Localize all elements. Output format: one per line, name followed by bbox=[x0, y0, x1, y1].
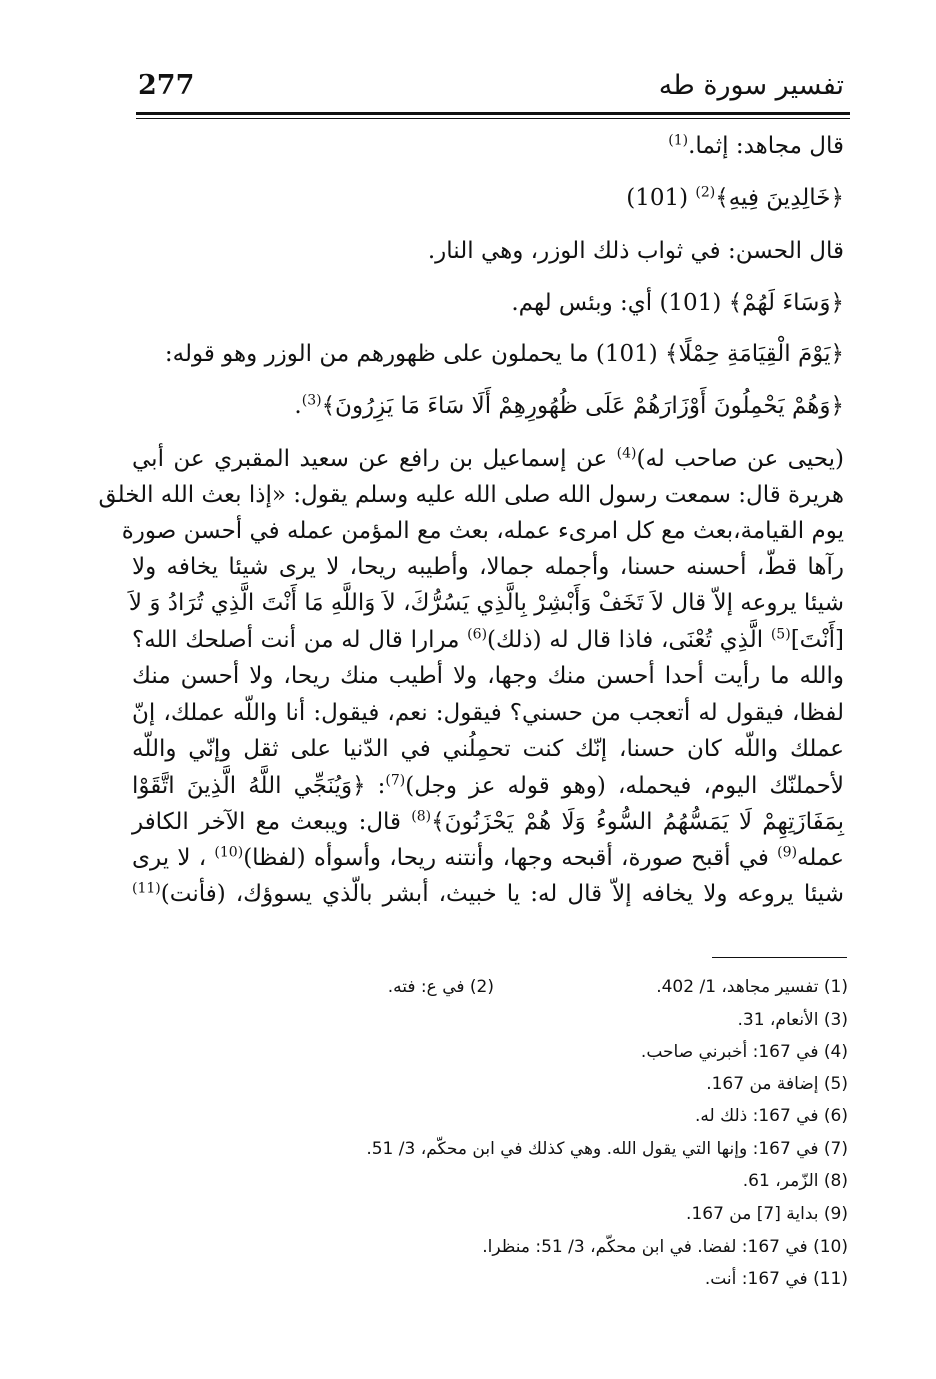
footnote-ref-8: (8) bbox=[411, 808, 432, 825]
text-line-17: بِمَفَازَتِهِمْ لَا يَمَسُّهُمُ السُّوءُ وَلَا هُمْ يَحْزَنُونَ﴾$^{(8)}$ قال: ويبعث مع الآخر الكافر bbox=[132, 808, 844, 835]
footnote-4: (4) في 167: أخبرني صاحب. bbox=[640, 1042, 848, 1062]
footnote-ref-9: (9) bbox=[777, 844, 798, 861]
quran-verse: : ﴿وَيُنَجِّي اللَّهُ الَّذِينَ اتَّقَوْا bbox=[132, 773, 386, 799]
footnote-8: (8) الزّمر، 61. bbox=[742, 1171, 848, 1191]
footnote-11: (11) في 167: أنت. bbox=[704, 1269, 848, 1289]
text-line-16: لأحملنّك اليوم، فيحمله، (وهو قوله عز وجل)$^{(7)}$: ﴿وَيُنَجِّي اللَّهُ الَّذِينَ اتَّقَوْا bbox=[132, 772, 844, 799]
footnote-ref-5: (5) bbox=[770, 626, 791, 643]
header-rule-thick bbox=[136, 112, 850, 115]
text-line-14: لفظا، فيقول له أتعجب من حسني؟ فيقول: نعم، فيقول: أنا واللّه عملك، إنّ bbox=[132, 700, 844, 726]
text-line-5: ﴿يَوْمَ الْقِيَامَةِ حِمْلًا﴾ (101) ما يحملون على ظهورهم من الوزر وهو قوله: bbox=[164, 341, 844, 367]
page-number: 277 bbox=[138, 70, 195, 101]
footnote-separator bbox=[712, 957, 847, 958]
footnote-10: (10) في 167: لفضا. في ابن محكّم، 3/ 51: منظرا. bbox=[482, 1237, 848, 1257]
footnote-9: (9) بداية [7] من 167. bbox=[686, 1204, 848, 1224]
text-line-1: قال مجاهد: إثما.$^{(1)}$ bbox=[668, 132, 844, 159]
quran-verse: بِمَفَازَتِهِمْ لَا يَمَسُّهُمُ السُّوءُ وَلَا هُمْ يَحْزَنُونَ﴾ bbox=[431, 809, 844, 835]
text-line-7: (يحيى عن صاحب له)$^{(4)}$ عن إسماعيل بن رافع عن سعيد المقبري عن أبي bbox=[132, 445, 844, 472]
text-line-8: هريرة قال: سمعت رسول الله صلى الله عليه وسلم يقول: «إذا بعث الله الخلق bbox=[98, 482, 844, 508]
footnote-3: (3) الأنعام، 31. bbox=[737, 1010, 848, 1030]
text-line-9: يوم القيامة،بعث مع كل امرىء عمله، بعث مع المؤمن عمله في أحسن صورة bbox=[121, 518, 844, 544]
footnote-ref-7: (7) bbox=[385, 772, 406, 789]
footnote-ref-11: (11) bbox=[132, 880, 161, 897]
text-line-10: رآها قطّ، أحسنه حسنا، وأجمله جمالا، وأطيبه ريحا، لا يرى شيئا يخافه ولا bbox=[132, 554, 844, 580]
footnote-ref-2: (2) bbox=[695, 184, 716, 201]
text-line-6: ﴿وَهُمْ يَحْمِلُونَ أَوْزَارَهُمْ عَلَى ظُهُورِهِمْ أَلَا سَاءَ مَا يَزِرُونَ﴾$^{(3)}$. bbox=[294, 392, 844, 419]
text-line-13: والله ما رأيت أحدا أحسن منك وجها، ولا أطيب منك ريحا، ولا أحسن منك bbox=[132, 663, 844, 689]
footnote-ref-1: (1) bbox=[668, 132, 689, 149]
footnote-ref-6: (6) bbox=[467, 626, 488, 643]
running-header-title: تفسير سورة طه bbox=[658, 70, 844, 101]
text-line-4: ﴿وَسَاءَ لَهُمْ﴾ (101) أي: وبئس لهم. bbox=[511, 290, 844, 316]
footnote-ref-10: (10) bbox=[214, 844, 244, 861]
footnote-6: (6) في 167: ذلك له. bbox=[695, 1106, 848, 1126]
footnote-ref-3: (3) bbox=[301, 392, 322, 409]
text-line-15: عملك واللّه كان حسنا، إنّك كنت تحمِلُني في الدّنيا على ثقل وإنّي واللّه bbox=[132, 736, 844, 762]
text-line-3: قال الحسن: في ثواب ذلك الوزر، وهي النار. bbox=[427, 238, 844, 264]
quran-verse: ﴿وَهُمْ يَحْمِلُونَ أَوْزَارَهُمْ عَلَى ظُهُورِهِمْ أَلَا سَاءَ مَا يَزِرُونَ﴾ bbox=[321, 393, 844, 419]
text-line-18: عمله$^{(9)}$ في أقبح صورة، أقبحه وجها، وأنتنه ريحا، وأسوأه (لفظا)$^{(10)}$ ، لا يرى bbox=[132, 844, 844, 871]
footnote-1: (1) تفسير مجاهد، 1/ 402. bbox=[656, 977, 848, 997]
text-line-11: شيئا يروعه إلاّ قال لاَ تَخَفْ وَأَبْشِرْ بِالَّذِي يَسُرُّكَ، لاَ وَاللَّهِ مَا أَنْتَ الَّذِي تُرَادُ وَ لاَ bbox=[128, 590, 844, 616]
footnote-2: (2) في ع: فته. bbox=[387, 977, 494, 997]
header-rule-thin bbox=[136, 118, 850, 119]
text-line-12: [أَنْتَ]$^{(5)}$ الَّذِي تُعْنَى، فاذا قال له (ذلك)$^{(6)}$ مرارا قال له من أنت أصلحك الله؟ bbox=[132, 626, 845, 653]
text-line-19: شيئا يروعه ولا يخافه إلاّ قال له: يا خبيث، أبشر بالّذي يسوؤك، (فأنت)$^{(11)}$ bbox=[132, 880, 844, 907]
quran-verse: ﴿خَالِدِينَ فِيهِ﴾ bbox=[715, 185, 844, 211]
footnote-5: (5) إضافة من 167. bbox=[706, 1074, 848, 1094]
footnote-7: (7) في 167: وإنها التي يقول الله. وهي كذلك في ابن محكّم، 3/ 51. bbox=[366, 1139, 848, 1159]
footnote-ref-4: (4) bbox=[616, 445, 637, 462]
text-line-2: ﴿خَالِدِينَ فِيهِ﴾$^{(2)}$ (101) bbox=[626, 184, 844, 211]
